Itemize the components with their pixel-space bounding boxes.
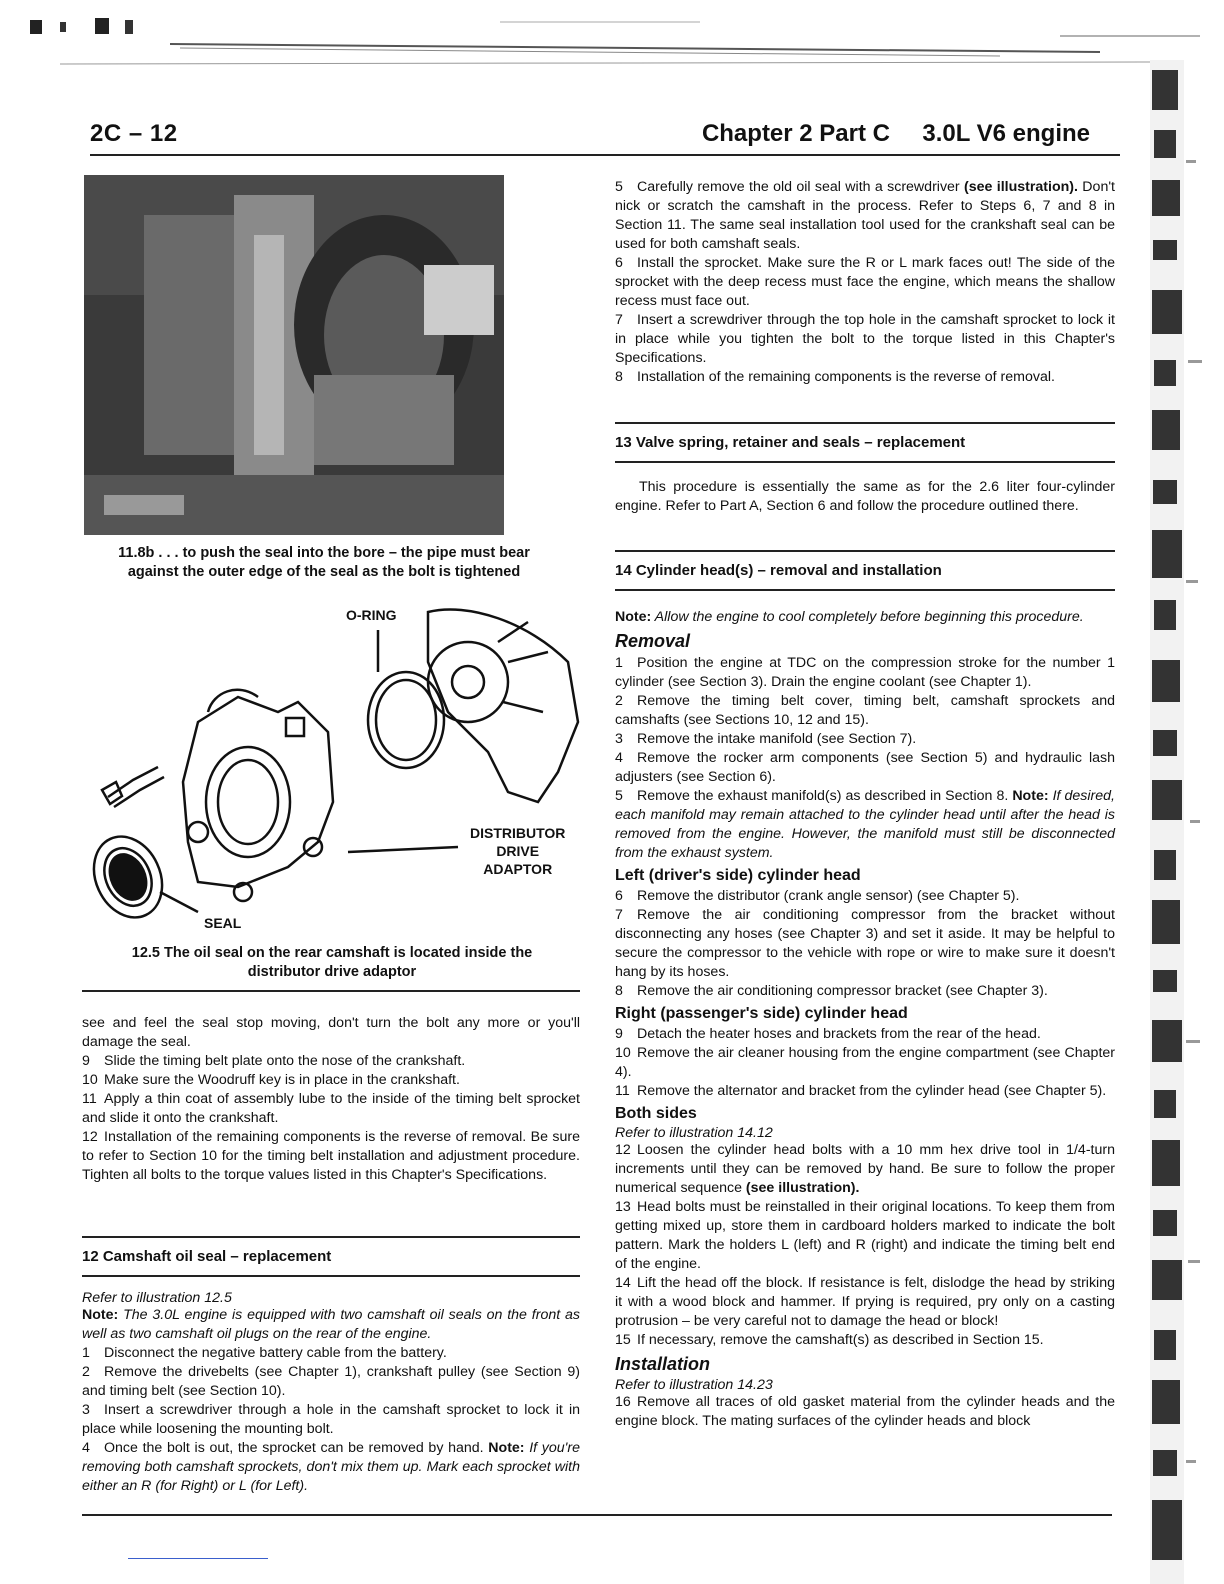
refer-illustration: Refer to illustration 12.5 xyxy=(82,1290,232,1306)
step-paragraph xyxy=(615,1082,1115,1101)
note-label: Note: xyxy=(82,1307,119,1323)
diagram-distributor-drive-adaptor xyxy=(88,602,583,937)
label-line: DISTRIBUTOR xyxy=(470,825,566,841)
step-number: 13 xyxy=(615,1199,631,1215)
step-paragraph xyxy=(615,1025,1115,1044)
caption-line: 12.5 The oil seal on the rear camshaft is located inside the xyxy=(131,945,533,961)
label-distributor-drive-adaptor xyxy=(470,824,565,878)
note-text: Allow the engine to cool completely before beginning this procedure. xyxy=(651,609,1084,625)
right-side-heading: Right (passenger's side) cylinder head xyxy=(615,1005,908,1022)
step-number: 10 xyxy=(82,1072,98,1088)
caption-line: 11.8b . . . to push the seal into the bore – the pipe must bear xyxy=(118,545,530,561)
step-number: 8 xyxy=(615,369,623,385)
caption-line: against the outer edge of the seal as the bolt is tightened xyxy=(127,564,521,580)
step-paragraph xyxy=(615,982,1115,1001)
step-paragraph xyxy=(615,311,1115,368)
figure-11-8b-caption xyxy=(84,544,564,582)
step-number: 7 xyxy=(615,312,623,328)
step-paragraph xyxy=(82,1439,580,1496)
divider xyxy=(82,990,580,992)
step-paragraph xyxy=(615,254,1115,311)
step-number: 14 xyxy=(615,1275,631,1291)
step-number: 4 xyxy=(615,750,623,766)
refer-illustration: Refer to illustration 14.12 xyxy=(615,1125,773,1141)
section-13-title: 13 Valve spring, retainer and seals – replacement xyxy=(615,422,1115,463)
step-text: Remove the timing belt cover, timing belt, camshaft sprockets and camshafts (see Sections 10, 12 and 15). xyxy=(615,693,1115,728)
step-text: Don't nick or scratch the camshaft in the process. Refer to Steps 6, 7 and 8 in Section 11. The same seal installation tool used for the crankshaft seal can be used for both camshaft seals. xyxy=(615,179,1115,252)
step-paragraph xyxy=(615,1141,1115,1198)
note-label: Note: xyxy=(615,609,652,625)
page-number: 2C – 12 xyxy=(90,120,178,147)
step-text: Carefully remove the old oil seal with a screwdriver xyxy=(637,179,965,195)
step-text: Head bolts must be reinstalled in their original locations. To keep them from getting mixed up, store them in cardboard holders marked to indicate the bolt pattern. Mark the holders L (left) and R (right) and indicate the timing belt end of the engine. xyxy=(615,1199,1115,1272)
right-column-top xyxy=(615,178,1115,387)
step-text: Installation of the remaining components is the reverse of removal. Be sure to refer to Section 10 for the timing belt installation and adjustment procedure. Tighten all bolts to the torque values listed in this Chapter's Specifications. xyxy=(82,1129,580,1183)
step-text: Loosen the cylinder head bolts with a 10 mm hex drive tool in 1/4-turn increments until they can be removed by hand. Be sure to follow the proper numerical sequence xyxy=(615,1142,1115,1196)
step-paragraph xyxy=(82,1128,580,1185)
step-text: Apply a thin coat of assembly lube to the inside of the timing belt sprocket and slide it onto the crankshaft. xyxy=(82,1091,580,1126)
step-text: Remove the air conditioning compressor bracket (see Chapter 3). xyxy=(637,983,1048,999)
step-text: Remove the alternator and bracket from the cylinder head (see Chapter 5). xyxy=(637,1083,1107,1099)
note-text: The 3.0L engine is equipped with two camshaft oil seals on the front as well as two camshaft oil plugs on the rear of the engine. xyxy=(82,1307,580,1342)
step-number: 2 xyxy=(82,1364,90,1380)
step-number: 8 xyxy=(615,983,623,999)
step-number: 3 xyxy=(82,1402,90,1418)
step-paragraph xyxy=(615,368,1115,387)
step-paragraph xyxy=(82,1090,580,1128)
note-label: Note: xyxy=(1012,788,1049,804)
footer-rule xyxy=(82,1514,1112,1516)
step-number: 3 xyxy=(615,731,623,747)
step-number: 15 xyxy=(615,1332,631,1348)
step-paragraph xyxy=(615,1393,1115,1431)
step-text: Make sure the Woodruff key is in place in the crankshaft. xyxy=(104,1072,460,1088)
step-number: 6 xyxy=(615,255,623,271)
step-paragraph xyxy=(82,1363,580,1401)
both-sides-heading: Both sides xyxy=(615,1105,697,1122)
step-text: Installation of the remaining components is the reverse of removal. xyxy=(637,369,1055,385)
step-paragraph xyxy=(615,1198,1115,1274)
step-paragraph xyxy=(615,749,1115,787)
step-paragraph xyxy=(615,730,1115,749)
note-text: If you're removing both camshaft sprockets, don't mix them up. Mark each sprocket with either an R (for Right) or L (for Left). xyxy=(82,1440,580,1494)
page-header xyxy=(90,118,1120,156)
step-paragraph xyxy=(615,1274,1115,1331)
engine-title: 3.0L V6 engine xyxy=(922,120,1090,147)
step-text: Slide the timing belt plate onto the nose of the crankshaft. xyxy=(104,1053,466,1069)
photo-seal-installation xyxy=(84,175,504,535)
paragraph: This procedure is essentially the same as for the 2.6 liter four-cylinder engine. Refer to Part A, Section 6 and follow the procedure outlined there. xyxy=(615,479,1115,514)
section-12-title: 12 Camshaft oil seal – replacement xyxy=(82,1236,580,1277)
step-number: 7 xyxy=(615,907,623,923)
step-number: 16 xyxy=(615,1394,631,1410)
note-text: If desired, each manifold may remain attached to the cylinder head until after the head is removed from the engine. However, the manifold must still be disconnected from the exhaust system. xyxy=(615,788,1115,861)
step-paragraph xyxy=(82,1071,580,1090)
section-14-title: 14 Cylinder head(s) – removal and installation xyxy=(615,550,1115,591)
step-text: Remove the rocker arm components (see Section 5) and hydraulic lash adjusters (see Section 6). xyxy=(615,750,1115,785)
step-text: Disconnect the negative battery cable from the battery. xyxy=(104,1345,447,1361)
step-paragraph xyxy=(615,906,1115,982)
step-number: 5 xyxy=(615,179,623,195)
scan-edge-tabs xyxy=(1150,60,1224,1584)
step-text: Detach the heater hoses and brackets from the rear of the head. xyxy=(637,1026,1041,1042)
step-paragraph xyxy=(615,654,1115,692)
step-text: Once the bolt is out, the sprocket can be removed by hand. xyxy=(104,1440,489,1456)
step-number: 2 xyxy=(615,693,623,709)
installation-heading: Installation xyxy=(615,1354,711,1374)
section-12-body xyxy=(82,1290,580,1496)
step-text: Insert a screwdriver through a hole in the camshaft sprocket to lock it in place while loosening the mounting bolt. xyxy=(82,1402,580,1437)
step-number: 1 xyxy=(82,1345,90,1361)
label-line: DRIVE xyxy=(496,843,540,859)
step-text: Remove the air cleaner housing from the engine compartment (see Chapter 4). xyxy=(615,1045,1115,1080)
step-number: 11 xyxy=(82,1091,97,1107)
step-paragraph xyxy=(82,1401,580,1439)
step-text: Remove the distributor (crank angle sensor) (see Chapter 5). xyxy=(637,888,1020,904)
step-paragraph xyxy=(615,692,1115,730)
see-illustration: (see illustration). xyxy=(745,1180,860,1196)
section-13-body xyxy=(615,478,1115,516)
step-number: 9 xyxy=(615,1026,623,1042)
diagram-drawing xyxy=(88,602,583,937)
step-number: 10 xyxy=(615,1045,631,1061)
see-illustration: (see illustration). xyxy=(964,179,1078,195)
step-text: Insert a screwdriver through the top hole in the camshaft sprocket to lock it in place while you tighten the bolt to the torque listed in this Chapter's Specifications. xyxy=(615,312,1115,366)
left-side-heading: Left (driver's side) cylinder head xyxy=(615,867,861,884)
figure-12-5-caption xyxy=(84,944,580,982)
scan-noise-top xyxy=(0,0,1224,80)
label-o-ring: O-RING xyxy=(346,607,397,623)
step-paragraph xyxy=(615,178,1115,254)
step-number: 11 xyxy=(615,1083,630,1099)
step-number: 6 xyxy=(615,888,623,904)
step-paragraph xyxy=(615,1044,1115,1082)
removal-heading: Removal xyxy=(615,631,691,651)
step-paragraph xyxy=(82,1344,580,1363)
step-number: 12 xyxy=(615,1142,631,1158)
step-paragraph xyxy=(82,1052,580,1071)
label-line: ADAPTOR xyxy=(483,861,553,877)
step-paragraph xyxy=(615,787,1115,863)
step-text: Install the sprocket. Make sure the R or L mark faces out! The side of the sprocket with the deep recess must face the engine, which means the shallow recess must face out. xyxy=(615,255,1115,309)
step-paragraph xyxy=(615,1331,1115,1350)
paragraph: see and feel the seal stop moving, don't turn the bolt any more or you'll damage the seal. xyxy=(82,1015,580,1050)
step-number: 5 xyxy=(615,788,623,804)
refer-illustration: Refer to illustration 14.23 xyxy=(615,1377,773,1393)
section-14-body xyxy=(615,608,1115,1431)
step-number: 9 xyxy=(82,1053,90,1069)
caption-line: distributor drive adaptor xyxy=(247,964,417,980)
note-paragraph xyxy=(82,1306,580,1344)
step-text: Remove all traces of old gasket material from the cylinder heads and the engine block. The mating surfaces of the cylinder heads and block xyxy=(615,1394,1115,1429)
step-text: If necessary, remove the camshaft(s) as described in Section 15. xyxy=(637,1332,1044,1348)
step-number: 1 xyxy=(615,655,623,671)
step-number: 4 xyxy=(82,1440,90,1456)
note-label: Note: xyxy=(488,1440,525,1456)
step-text: Lift the head off the block. If resistance is felt, dislodge the head by striking it with a wood block and hammer. If prying is required, pry only on a casting protrusion – be very careful not to damage the head or block! xyxy=(615,1275,1115,1329)
step-text: Remove the air conditioning compressor from the bracket without disconnecting any hoses (see Chapter 3) and set it aside. It may be helpful to secure the compressor to the vehicle with rope or wire to make sure it doesn't hang by its hoses. xyxy=(615,907,1115,980)
chapter-title: Chapter 2 Part C xyxy=(701,120,890,147)
step-text: Remove the exhaust manifold(s) as described in Section 8. xyxy=(637,788,1013,804)
step-number: 12 xyxy=(82,1129,98,1145)
step-text: Remove the drivebelts (see Chapter 1), crankshaft pulley (see Section 9) and timing belt (see Section 10). xyxy=(82,1364,580,1399)
label-seal: SEAL xyxy=(204,915,242,931)
step-text: Remove the intake manifold (see Section 7). xyxy=(637,731,917,747)
step-paragraph xyxy=(615,887,1115,906)
note-paragraph xyxy=(615,608,1115,627)
scan-blue-line xyxy=(128,1558,268,1559)
step-text: Position the engine at TDC on the compression stroke for the number 1 cylinder (see Section 3). Drain the engine coolant (see Chapter 1). xyxy=(615,655,1115,690)
left-column-text xyxy=(82,1014,580,1185)
